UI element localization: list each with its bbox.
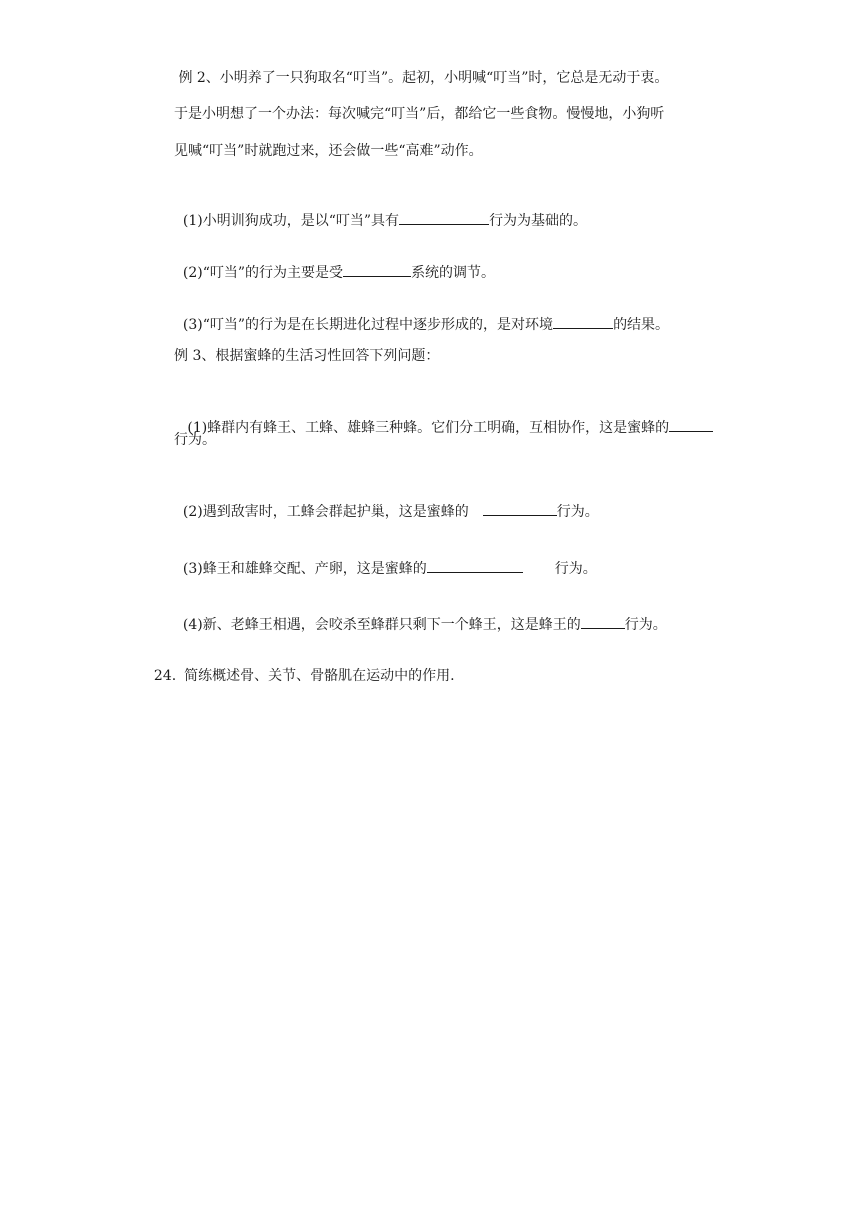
question-text: (1)小明训狗成功，是以“叮当”具有 [182, 213, 400, 229]
example2-intro-line2: 于是小明想了一个办法：每次喊完“叮当”后，都给它一些食物。慢慢地，小狗听 [174, 106, 665, 122]
answer-blank[interactable] [581, 614, 625, 629]
question-text: (2)遇到敌害时，工蜂会群起护巢，这是蜜蜂的 [182, 504, 469, 520]
answer-blank[interactable] [483, 501, 557, 516]
answer-blank[interactable] [669, 417, 713, 432]
question-text: 行为。 [556, 504, 599, 520]
question-text: 行为为基础的。 [489, 213, 588, 229]
answer-blank[interactable] [343, 262, 411, 277]
answer-blank[interactable] [553, 314, 613, 329]
question-text: (2)“叮当”的行为主要是受 [182, 265, 344, 281]
example3-question-3 [174, 538, 597, 577]
example2-question-2 [174, 242, 496, 281]
question-text: 系统的调节。 [411, 265, 496, 281]
example2-intro-line3: 见喊“叮当”时就跑过来，还会做一些“高难”动作。 [174, 143, 483, 159]
question-text: (4)新、老蜂王相遇，会咬杀至蜂群只剩下一个蜂王，这是蜂王的 [182, 617, 581, 633]
question-text: 行为。 [554, 561, 597, 577]
question-24 [145, 646, 455, 684]
question-number: 24. [153, 668, 177, 684]
example3-question-1-line1 [174, 397, 713, 436]
question-text: (3)蜂王和雄蜂交配、产卵，这是蜜蜂的 [182, 561, 427, 577]
question-text: (3)“叮当”的行为是在长期进化过程中逐步形成的，是对环境 [182, 317, 554, 333]
question-text: 简练概述骨、关节、骨骼肌在运动中的作用. [184, 668, 455, 684]
answer-blank[interactable] [399, 210, 489, 225]
example2-intro-line1: 例 2、小明养了一只狗取名“叮当”。起初，小明喊“叮当”时，它总是无动于衷。 [174, 70, 669, 86]
question-text: (1)蜂群内有蜂王、工蜂、雄蜂三种蜂。它们分工明确，互相协作，这是蜜蜂的 [182, 420, 670, 436]
example3-question-1-line2: 行为。 [174, 432, 216, 448]
question-text: 行为。 [624, 617, 667, 633]
question-text: 的结果。 [613, 317, 670, 333]
example3-question-2 [174, 481, 599, 520]
answer-blank[interactable] [427, 558, 523, 573]
example3-intro: 例 3、根据蜜蜂的生活习性回答下列问题： [174, 348, 440, 364]
example3-question-4 [174, 594, 667, 633]
example2-question-3 [174, 294, 670, 333]
example2-question-1 [174, 190, 588, 229]
